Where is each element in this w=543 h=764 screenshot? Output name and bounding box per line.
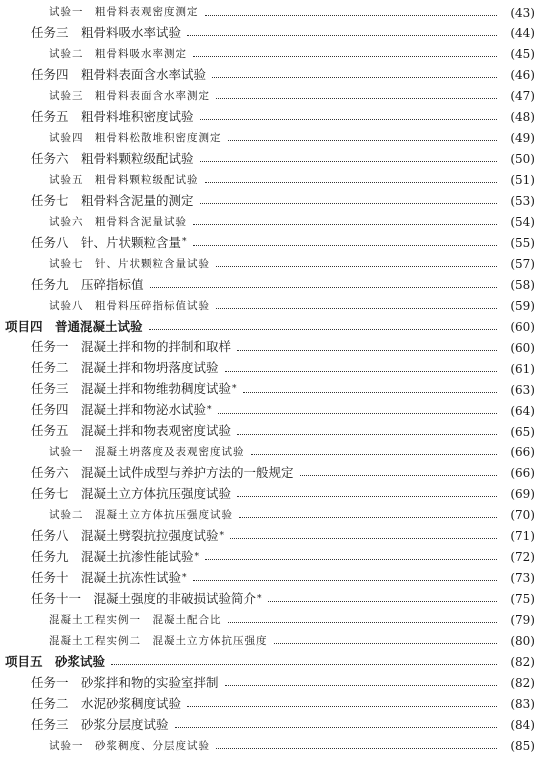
toc-experiment-entry[interactable] <box>0 128 535 149</box>
toc-entry-label: 任务三 砂浆分层度试验 <box>31 716 169 732</box>
toc-entry-label: 任务八 针、片状颗粒含量 <box>31 234 182 250</box>
toc-task-entry[interactable] <box>0 484 535 505</box>
toc-entry-label: 试验二 粗骨料吸水率测定 <box>49 48 187 61</box>
toc-page-number: (55) <box>510 235 535 250</box>
optional-marker: * <box>182 572 187 583</box>
dot-leader <box>193 579 497 581</box>
toc-page-number: (60) <box>510 340 535 355</box>
toc-page-number: (57) <box>510 256 535 271</box>
dot-leader <box>200 202 497 204</box>
toc-page-number: (84) <box>510 717 535 732</box>
toc-task-entry[interactable] <box>0 232 535 253</box>
toc-entry-label: 任务八 混凝土劈裂抗拉强度试验 <box>31 528 219 543</box>
dot-leader <box>216 307 497 309</box>
toc-task-entry[interactable] <box>0 463 535 484</box>
toc-task-entry[interactable] <box>0 526 535 547</box>
toc-task-entry[interactable] <box>0 23 535 44</box>
toc-entry-label: 任务六 粗骨料颗粒级配试验 <box>31 150 194 166</box>
toc-page-number: (69) <box>510 487 535 502</box>
toc-project-entry[interactable] <box>0 316 535 337</box>
toc-entry-label: 任务五 混凝土拌和物表观密度试验 <box>31 423 232 439</box>
dot-leader <box>225 370 497 372</box>
toc-page-number: (66) <box>510 445 535 460</box>
dot-leader <box>175 726 497 728</box>
toc-entry-label: 混凝土工程实例二 混凝土立方体抗压强度 <box>49 634 268 647</box>
toc-task-entry[interactable] <box>0 358 535 379</box>
toc-page-number: (53) <box>510 194 535 209</box>
dot-leader <box>268 600 497 602</box>
toc-entry-label: 任务三 混凝土拌和物维勃稠度试验 <box>31 381 232 397</box>
toc-task-entry[interactable] <box>0 107 535 128</box>
toc-experiment-entry[interactable] <box>0 735 535 756</box>
dot-leader <box>200 160 497 162</box>
toc-task-entry[interactable] <box>0 191 535 212</box>
optional-marker: * <box>219 530 225 541</box>
toc-task-entry[interactable] <box>0 714 535 735</box>
toc-entry-label: 项目四 普通混凝土试验 <box>5 318 143 334</box>
toc-entry-label: 试验二 混凝土立方体抗压强度试验 <box>49 509 233 522</box>
dot-leader <box>216 747 497 749</box>
dot-leader <box>237 433 497 435</box>
toc-page-number: (82) <box>510 654 535 669</box>
toc-page-number: (54) <box>510 215 535 229</box>
dot-leader <box>300 474 497 476</box>
toc-page-number: (60) <box>510 319 535 334</box>
toc-page-number: (79) <box>510 613 535 628</box>
toc-entry-label: 试验四 粗骨料松散堆积密度测定 <box>49 131 222 144</box>
toc-page-number: (61) <box>510 361 535 376</box>
toc-task-entry[interactable] <box>0 274 535 295</box>
toc-entry-label: 任务四 混凝土拌和物泌水试验 <box>31 402 207 418</box>
toc-entry-label: 试验一 粗骨料表观密度测定 <box>49 6 199 19</box>
optional-marker: * <box>194 551 200 562</box>
toc-page-number: (72) <box>510 550 535 565</box>
toc-experiment-entry[interactable] <box>0 505 535 526</box>
dot-leader <box>150 286 497 288</box>
toc-entry-label: 任务九 压碎指标值 <box>31 276 144 292</box>
dot-leader <box>228 139 498 141</box>
dot-leader <box>218 412 497 414</box>
toc-task-entry[interactable] <box>0 149 535 170</box>
toc-page-number: (63) <box>510 382 535 397</box>
optional-marker: * <box>257 593 262 604</box>
toc-page-number: (64) <box>510 403 535 418</box>
toc-page-number: (66) <box>510 466 535 481</box>
toc-task-entry[interactable] <box>0 379 535 400</box>
dot-leader <box>193 223 497 225</box>
toc-page-number: (73) <box>510 571 535 586</box>
toc-experiment-entry[interactable] <box>0 295 535 316</box>
toc-entry-label: 任务五 粗骨料堆积密度试验 <box>31 109 194 124</box>
dot-leader <box>251 453 498 455</box>
toc-experiment-entry[interactable] <box>0 212 535 233</box>
toc-entry-label: 任务九 混凝土抗渗性能试验 <box>31 548 194 564</box>
dot-leader <box>205 558 497 560</box>
toc-experiment-entry[interactable] <box>0 44 535 65</box>
toc-entry-label: 混凝土工程实例一 混凝土配合比 <box>49 613 222 626</box>
toc-entry-label: 任务七 混凝土立方体抗压强度试验 <box>31 486 232 502</box>
toc-project-entry[interactable] <box>0 651 535 672</box>
dot-leader <box>187 34 497 36</box>
dot-leader <box>216 97 497 99</box>
toc-experiment-entry[interactable] <box>0 86 535 107</box>
toc-experiment-entry[interactable] <box>0 610 535 631</box>
toc-page-number: (58) <box>510 277 535 292</box>
toc-entry-label: 试验六 粗骨料含泥量试验 <box>49 215 187 228</box>
toc-entry-label: 任务二 混凝土拌和物坍落度试验 <box>31 360 219 376</box>
toc-entry-label: 任务一 混凝土拌和物的拌制和取样 <box>31 339 232 355</box>
toc-entry-label: 任务二 水泥砂浆稠度试验 <box>31 695 182 711</box>
toc-page-number: (70) <box>510 508 535 523</box>
dot-leader <box>216 265 497 267</box>
dot-leader <box>237 349 497 351</box>
optional-marker: * <box>207 405 212 416</box>
toc-entry-label: 任务七 粗骨料含泥量的测定 <box>31 192 194 208</box>
toc-task-entry[interactable] <box>0 568 535 589</box>
dot-leader <box>205 14 498 16</box>
toc-page-number: (44) <box>510 26 535 41</box>
toc-entry-label: 试验五 粗骨料颗粒级配试验 <box>49 173 199 186</box>
toc-experiment-entry[interactable] <box>0 2 535 23</box>
toc-task-entry[interactable] <box>0 421 535 442</box>
toc-task-entry[interactable] <box>0 547 535 568</box>
dot-leader <box>205 181 498 183</box>
toc-page-number: (45) <box>510 47 535 62</box>
toc-task-entry[interactable] <box>0 337 535 358</box>
dot-leader <box>230 537 497 539</box>
toc-entry-label: 任务十 混凝土抗冻性试验 <box>31 569 182 585</box>
toc-task-entry[interactable] <box>0 672 535 693</box>
toc-entry-label: 试验三 粗骨料表面含水率测定 <box>49 90 210 103</box>
dot-leader <box>243 391 497 393</box>
toc-entry-label: 试验七 针、片状颗粒含量试验 <box>49 257 210 270</box>
toc-page-number: (80) <box>510 634 535 648</box>
toc-page-number: (48) <box>510 110 535 125</box>
toc-page-number: (43) <box>510 5 535 20</box>
dot-leader <box>225 684 497 686</box>
toc-experiment-entry[interactable] <box>0 631 535 652</box>
toc-experiment-entry[interactable] <box>0 253 535 274</box>
toc-page-number: (51) <box>510 173 535 188</box>
toc-entry-label: 任务一 砂浆拌和物的实验室拌制 <box>31 674 219 690</box>
dot-leader <box>149 328 497 330</box>
toc-task-entry[interactable] <box>0 693 535 714</box>
dot-leader <box>239 516 497 518</box>
toc-task-entry[interactable] <box>0 400 535 421</box>
toc-entry-label: 项目五 砂浆试验 <box>5 653 106 669</box>
dot-leader <box>193 244 497 246</box>
dot-leader <box>187 705 497 707</box>
toc-task-entry[interactable] <box>0 65 535 86</box>
toc-page-number: (65) <box>510 424 535 439</box>
toc-entry-label: 试验八 粗骨料压碎指标值试验 <box>49 299 210 312</box>
dot-leader <box>200 118 497 120</box>
toc-experiment-entry[interactable] <box>0 170 535 191</box>
toc-entry-label: 任务十一 混凝土强度的非破损试验简介 <box>31 590 257 606</box>
toc-page-number: (83) <box>510 696 535 711</box>
toc-entry-label: 任务六 混凝土试件成型与养护方法的一般规定 <box>31 465 294 481</box>
dot-leader <box>237 495 497 497</box>
toc-entry-label: 任务四 粗骨料表面含水率试验 <box>31 67 207 83</box>
dot-leader <box>111 663 497 665</box>
toc-entry-label: 任务三 粗骨料吸水率试验 <box>31 25 182 41</box>
dot-leader <box>228 621 498 623</box>
dot-leader <box>193 55 497 57</box>
toc-entry-label: 试验一 混凝土坍落度及表观密度试验 <box>49 446 245 459</box>
toc-page-number: (46) <box>510 68 535 83</box>
toc-page-number: (71) <box>510 529 535 544</box>
optional-marker: * <box>232 384 237 395</box>
toc-experiment-entry[interactable] <box>0 442 535 463</box>
toc-page-number: (49) <box>510 131 535 146</box>
dot-leader <box>274 642 498 644</box>
toc-entry-label: 试验一 砂浆稠度、分层度试验 <box>49 739 210 752</box>
toc-task-entry[interactable] <box>0 589 535 610</box>
toc-page-number: (82) <box>510 675 535 690</box>
toc-page-number: (50) <box>510 152 535 167</box>
toc-page-number: (59) <box>510 298 535 313</box>
toc-page-number: (75) <box>510 592 535 607</box>
optional-marker: * <box>182 237 187 248</box>
dot-leader <box>212 76 497 78</box>
toc-page-number: (47) <box>510 89 535 104</box>
toc-page-number: (85) <box>510 738 535 753</box>
